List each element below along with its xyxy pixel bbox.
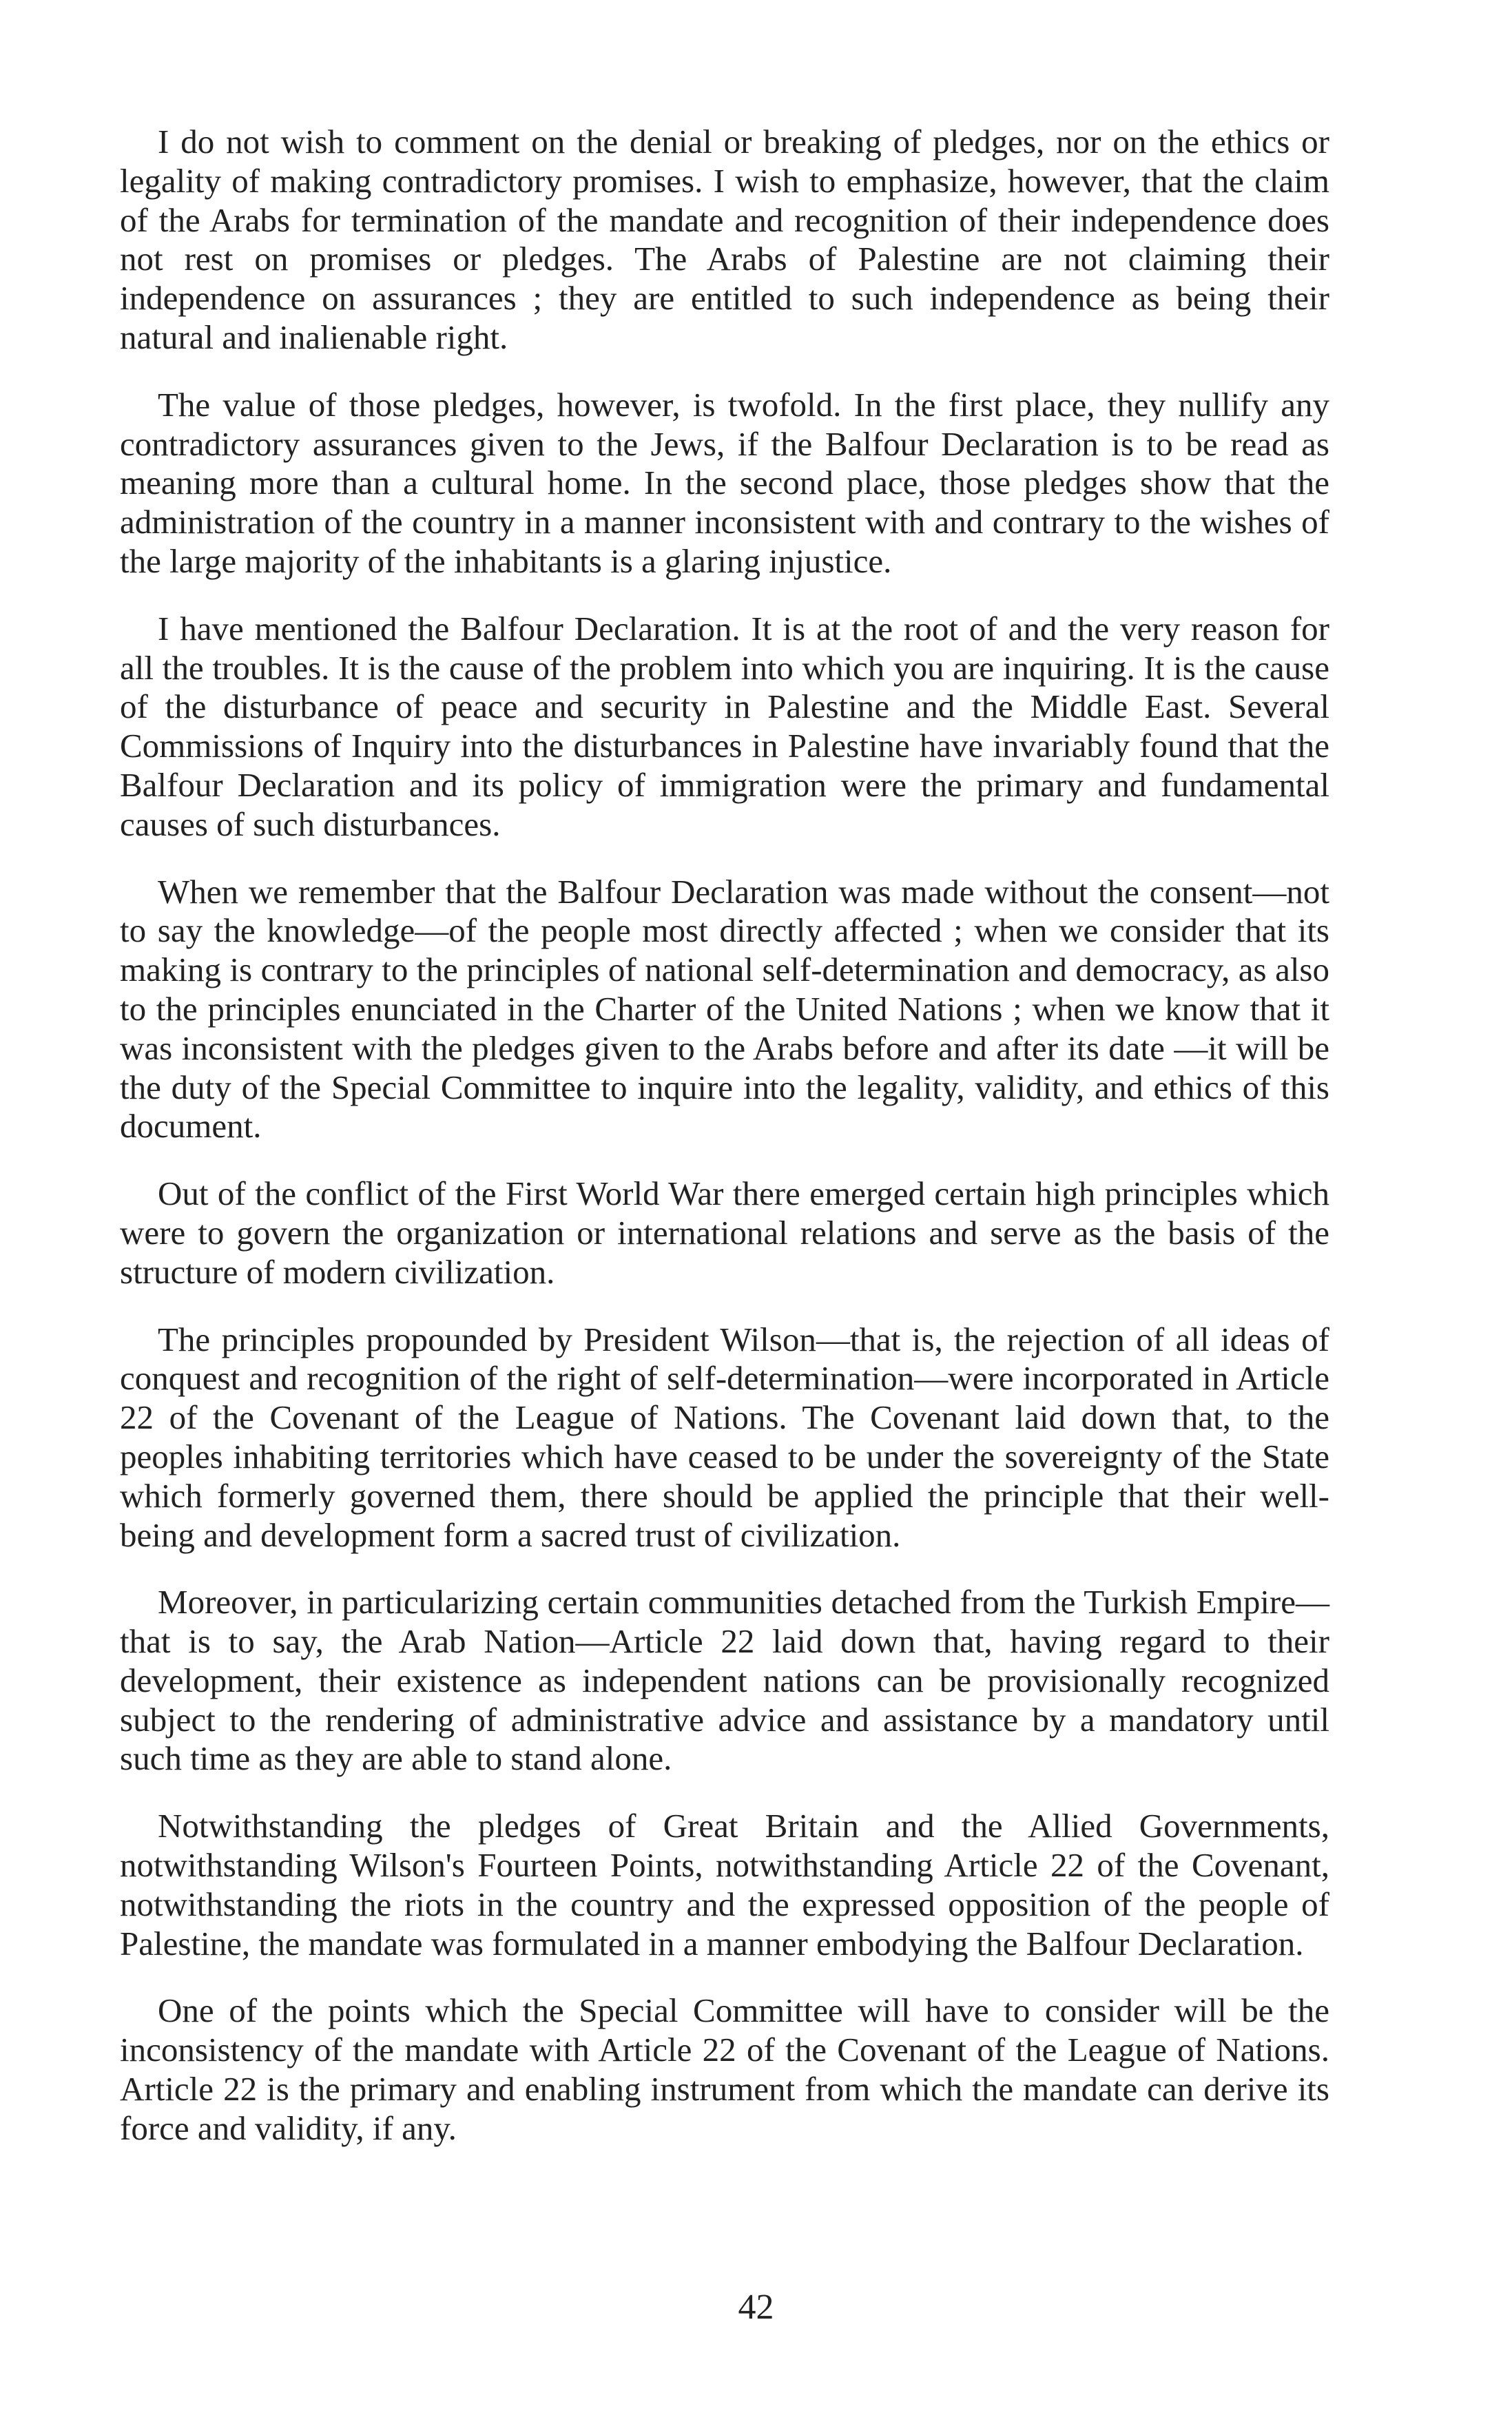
paragraph-8: Notwithstanding the pledges of Great Britain and the Allied Governments, notwithstanding Wilson's Fourteen Points, notwithstanding Article 22 of the Covenant, notwithstanding the riots in the country and the expressed opposition of the people of Palestine, the mandate was formulated in a manner embodying the Balfour Declaration. bbox=[120, 1807, 1329, 1962]
paragraph-7: Moreover, in particularizing certain communities detached from the Turkish Empire—that is to say, the Arab Nation—Article 22 laid down that, having regard to their development, their existence as independent nations can be provisionally recognized subject to the rendering of administrative advice and assistance by a mandatory until such time as they are able to stand alone. bbox=[120, 1583, 1329, 1778]
paragraph-6: The principles propounded by President Wilson—that is, the rejection of all ideas of conquest and recognition of the right of self-determination—were incorporated in Article 22 of the Covenant of the League of Nations. The Covenant laid down that, to the peoples inhabiting territories which have ceased to be under the sovereignty of the State which formerly governed them, there should be applied the principle that their well-being and development form a sacred trust of civilization. bbox=[120, 1320, 1329, 1554]
page-body bbox=[120, 123, 1329, 2177]
paragraph-3: I have mentioned the Balfour Declaration. It is at the root of and the very reason for all the troubles. It is the cause of the problem into which you are inquiring. It is the cause of the disturbance of peace and security in Palestine and the Middle East. Several Commissions of Inquiry into the disturbances in Palestine have invariably found that the Balfour Declaration and its policy of immigration were the primary and fundamental causes of such disturbances. bbox=[120, 609, 1329, 843]
page-number: 42 bbox=[738, 2288, 774, 2327]
paragraph-1: I do not wish to comment on the denial or breaking of pledges, nor on the ethics or legality of making contradictory promises. I wish to emphasize, however, that the claim of the Arabs for termination of the mandate and recognition of their independence does not rest on promises or pledges. The Arabs of Palestine are not claiming their independence on assurances ; they are entitled to such independence as being their natural and inalienable right. bbox=[120, 123, 1329, 356]
paragraph-2: The value of those pledges, however, is twofold. In the first place, they nullify any contradictory assurances given to the Jews, if the Balfour Declaration is to be read as meaning more than a cultural home. In the second place, those pledges show that the administration of the country in a manner inconsistent with and contrary to the wishes of the large majority of the inhabitants is a glaring injustice. bbox=[120, 385, 1329, 580]
paragraph-5: Out of the conflict of the First World War there emerged certain high principles which were to govern the organization or international relations and serve as the basis of the structure of modern civilization. bbox=[120, 1174, 1329, 1291]
paragraph-9: One of the points which the Special Committee will have to consider will be the inconsistency of the mandate with Article 22 of the Covenant of the League of Nations. Article 22 is the primary and enabling instrument from which the mandate can derive its force and validity, if any. bbox=[120, 1991, 1329, 2147]
paragraph-4: When we remember that the Balfour Declaration was made without the consent—not to say the knowledge—of the people most directly affected ; when we consider that its making is contrary to the principles of national self-determination and democracy, as also to the principles enunciated in the Charter of the United Nations ; when we know that it was inconsistent with the pledges given to the Arabs before and after its date —it will be the duty of the Special Committee to inquire into the legality, validity, and ethics of this document. bbox=[120, 872, 1329, 1146]
